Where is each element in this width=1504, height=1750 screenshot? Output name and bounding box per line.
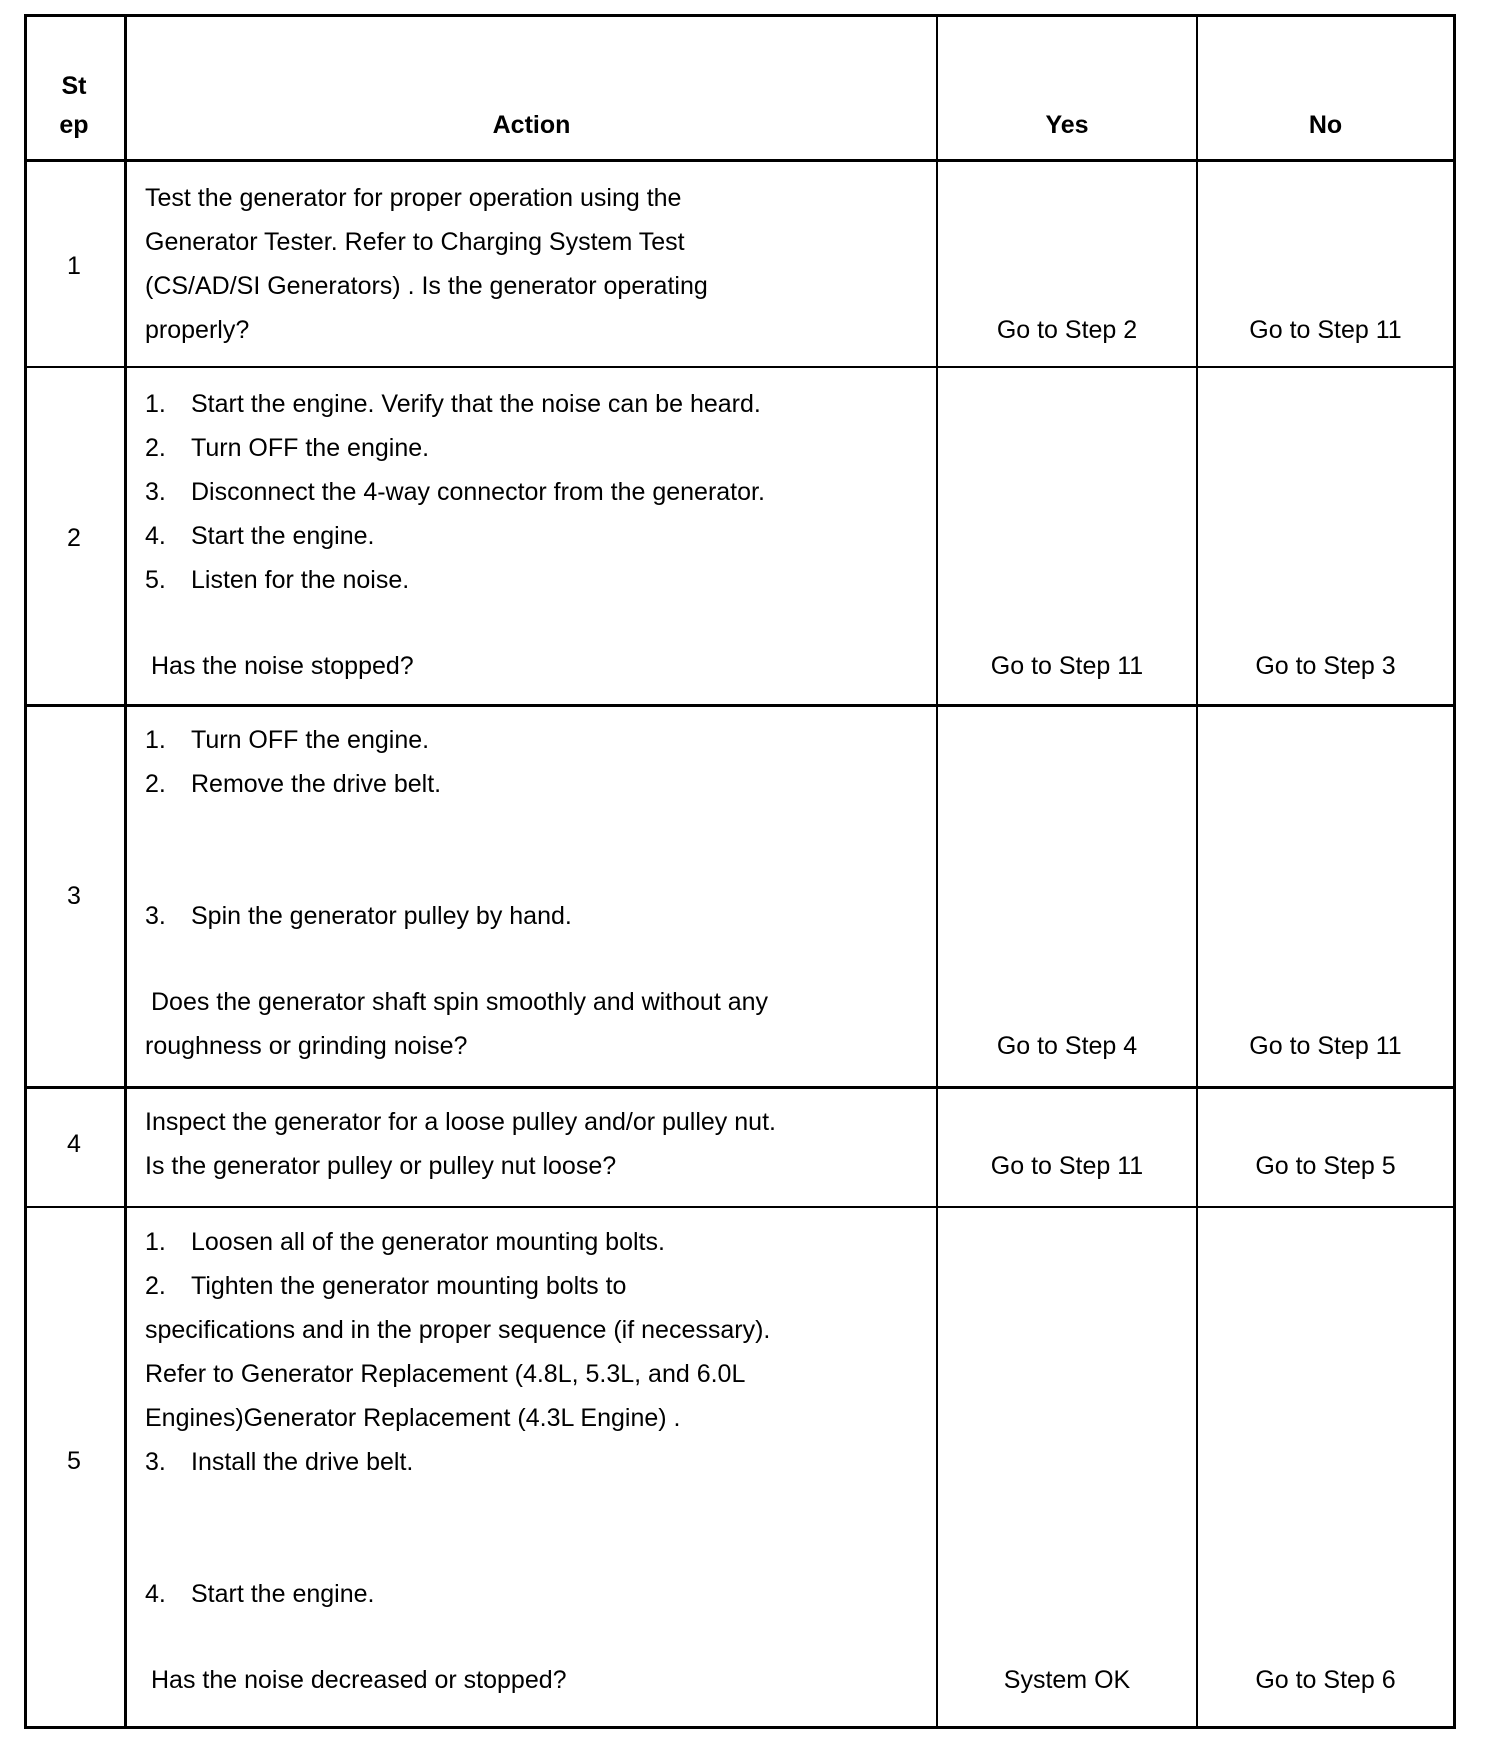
column-divider-step [124,14,127,1729]
item-text: Tighten the generator mounting bolts to [191,1272,627,1300]
item-number: 2. [145,1272,166,1300]
item-text: Start the engine. Verify that the noise can be heard. [191,390,761,418]
item-number: 4. [145,1580,166,1608]
action-list-item [145,894,572,938]
action-text-line: Inspect the generator for a loose pulley and/or pulley nut. [145,1108,776,1136]
table-border-top [24,14,1456,17]
item-text: Listen for the noise. [191,566,410,594]
yes-outcome: Go to Step 4 [996,1032,1138,1060]
yes-outcome: System OK [1003,1666,1131,1694]
step-number: 3 [67,882,81,910]
column-divider-action [936,14,938,1729]
action-list-item [145,1264,626,1308]
row-divider-4 [24,1206,1456,1208]
action-text-line: Is the generator pulley or pulley nut loose? [145,1152,617,1180]
action-list-item [145,1220,665,1264]
item-text: Spin the generator pulley by hand. [191,902,572,930]
item-text: Start the engine. [191,1580,375,1608]
no-outcome: Go to Step 3 [1255,652,1396,680]
action-continuation-line: specifications and in the proper sequence (if necessary). [145,1316,771,1344]
item-number: 3. [145,1448,166,1476]
item-number: 2. [145,770,166,798]
item-number: 1. [145,1228,166,1256]
action-list-item [145,514,374,558]
action-text-line: Test the generator for proper operation using the [145,184,682,212]
action-question-line: roughness or grinding noise? [145,1032,468,1060]
step-number: 5 [67,1447,81,1475]
row-divider-2 [24,704,1456,707]
column-divider-yes [1196,14,1198,1729]
item-text: Loosen all of the generator mounting bolts. [191,1228,665,1256]
table-border-right [1453,14,1456,1729]
action-continuation-line: Refer to Generator Replacement (4.8L, 5.3L, and 6.0L [145,1360,746,1388]
yes-outcome: Go to Step 11 [990,1152,1144,1180]
action-list-item [145,762,441,806]
diagnostic-table [24,14,1456,1729]
yes-outcome: Go to Step 2 [996,316,1138,344]
item-text: Remove the drive belt. [191,770,442,798]
step-number: 2 [67,524,81,552]
item-number: 5. [145,566,166,594]
action-question-line: Does the generator shaft spin smoothly and without any [151,988,769,1016]
item-text: Turn OFF the engine. [191,726,430,754]
action-list-item [145,558,409,602]
item-text: Install the drive belt. [191,1448,414,1476]
no-outcome: Go to Step 6 [1255,1666,1396,1694]
item-text: Disconnect the 4-way connector from the generator. [191,478,765,506]
action-continuation-line: Engines)Generator Replacement (4.3L Engine) . [145,1404,681,1432]
no-outcome: Go to Step 5 [1255,1152,1396,1180]
action-list-item [145,470,765,514]
action-list-item [145,1440,413,1484]
action-list-item [145,1572,374,1616]
step-number: 4 [67,1130,81,1158]
item-number: 3. [145,902,166,930]
header-step-line1: St [61,72,87,100]
header-yes: Yes [1045,111,1089,139]
item-number: 4. [145,522,166,550]
item-text: Turn OFF the engine. [191,434,430,462]
action-text-line: (CS/AD/SI Generators) . Is the generator operating [145,272,708,300]
item-number: 1. [145,726,166,754]
yes-outcome: Go to Step 11 [990,652,1144,680]
no-outcome: Go to Step 11 [1249,316,1402,344]
step-number: 1 [67,252,81,280]
action-list-item [145,426,429,470]
action-text-line: Generator Tester. Refer to Charging System Test [145,228,685,256]
header-step-line2: ep [59,111,89,139]
item-number: 3. [145,478,166,506]
table-border-bottom [24,1726,1456,1729]
item-number: 1. [145,390,166,418]
row-divider-3 [24,1086,1456,1089]
action-question: Has the noise stopped? [151,652,414,680]
item-text: Start the engine. [191,522,375,550]
action-question: Has the noise decreased or stopped? [151,1666,567,1694]
action-text-line: properly? [145,316,250,344]
header-divider [24,159,1456,162]
item-number: 2. [145,434,166,462]
action-list-item [145,382,761,426]
header-no: No [1308,111,1343,139]
action-list-item [145,718,429,762]
header-action: Action [492,111,571,139]
no-outcome: Go to Step 11 [1249,1032,1402,1060]
row-divider-1 [24,366,1456,368]
